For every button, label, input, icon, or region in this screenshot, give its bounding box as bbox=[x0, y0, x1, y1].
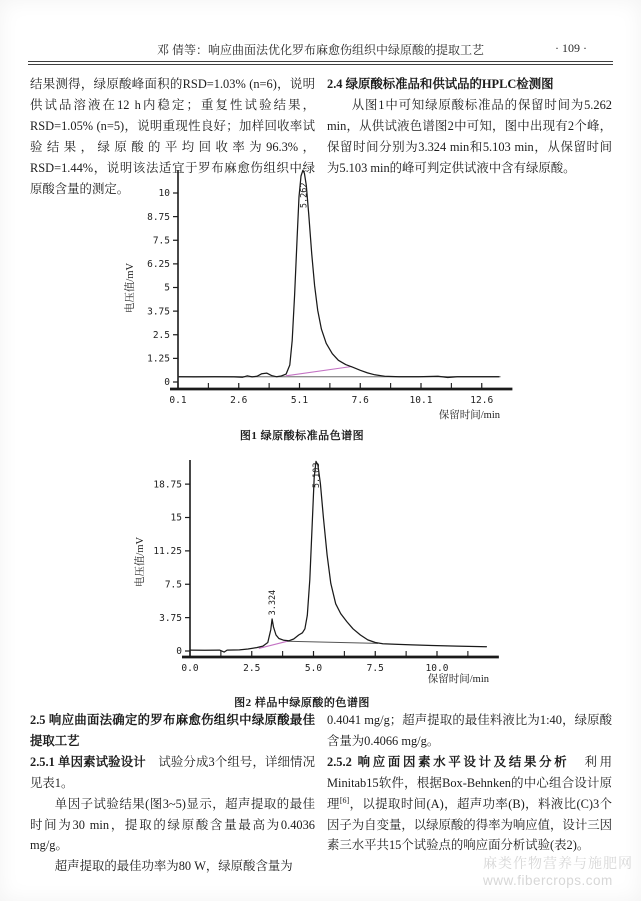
svg-text:5.103: 5.103 bbox=[312, 462, 323, 489]
figure-1-caption: 图1 绿原酸标准品色谱图 bbox=[239, 430, 365, 442]
paragraph-single-factor-power: 超声提取的最佳功率为80 W，绿原酸含量为 bbox=[54, 859, 293, 874]
svg-text:2.5: 2.5 bbox=[243, 663, 261, 674]
svg-text:保留时间/min: 保留时间/min bbox=[427, 674, 489, 685]
paragraph-hplc-results: 从图1中可知绿原酸标准品的保留时间为5.262 min，从供试液色谱图2中可知，图中出现有2个峰，保留时间分别为3.324 min和5.103 min，从保留时间为5.103 min的峰可判定供试液中含有绿原酸。 bbox=[327, 97, 612, 175]
figure-2-caption: 图2 样品中绿原酸的色谱图 bbox=[234, 697, 370, 709]
svg-text:7.6: 7.6 bbox=[351, 395, 369, 406]
running-head-title: 邓 倩等：响应曲面法优化罗布麻愈伤组织中绿原酸的提取工艺 bbox=[156, 43, 484, 57]
svg-text:电压值/mV: 电压值/mV bbox=[135, 536, 146, 588]
svg-text:8.75: 8.75 bbox=[147, 211, 170, 223]
chromatogram-figure-1 bbox=[85, 166, 519, 431]
svg-text:0.1: 0.1 bbox=[169, 395, 187, 406]
svg-text:1.25: 1.25 bbox=[147, 353, 170, 365]
svg-text:15: 15 bbox=[170, 512, 182, 524]
svg-text:0.0: 0.0 bbox=[181, 663, 199, 674]
section-heading-2-5-2: 2.5.2 响应面因素水平设计及结果分析 bbox=[327, 754, 570, 769]
chromatogram-figure-2 bbox=[85, 450, 519, 701]
svg-text:电压值/mV: 电压值/mV bbox=[125, 262, 136, 314]
svg-text:6.25: 6.25 bbox=[147, 259, 170, 271]
chromatogram-1-plot bbox=[85, 166, 519, 426]
svg-text:7.5: 7.5 bbox=[152, 235, 170, 247]
svg-text:3.324: 3.324 bbox=[268, 589, 279, 616]
svg-text:10: 10 bbox=[158, 188, 170, 200]
svg-text:18.75: 18.75 bbox=[153, 479, 182, 491]
section-heading-2-4: 2.4 绿原酸标准品和供试品的HPLC检测图 bbox=[327, 77, 554, 91]
paragraph-2-5-1-text: 试验分成3个组号，详细情况见表1。 bbox=[30, 754, 315, 790]
svg-text:10.1: 10.1 bbox=[409, 395, 433, 406]
page-number: · 109 · bbox=[555, 41, 587, 55]
chromatogram-2-plot bbox=[85, 450, 519, 696]
svg-text:10.0: 10.0 bbox=[425, 663, 449, 674]
svg-text:2.5: 2.5 bbox=[152, 329, 170, 341]
svg-text:3.75: 3.75 bbox=[147, 306, 170, 318]
svg-text:保留时间/min: 保留时间/min bbox=[438, 410, 500, 421]
paragraph-single-factor-time: 单因子试验结果(图3~5)显示，超声提取的最佳时间为30 min，提取的绿原酸含量最高为0.4036 mg/g。 bbox=[30, 796, 315, 853]
running-header bbox=[30, 41, 611, 57]
paragraph-2-5-1 bbox=[30, 752, 315, 794]
svg-text:7.5: 7.5 bbox=[164, 579, 182, 591]
section-heading-2-5: 2.5 响应曲面法确定的罗布麻愈伤组织中绿原酸最佳提取工艺 bbox=[30, 713, 315, 748]
bottom-left-column bbox=[30, 710, 315, 877]
paragraph-2-5-2 bbox=[327, 752, 612, 857]
reference-superscript: [6] bbox=[339, 795, 350, 805]
section-heading-2-5-1: 2.5.1 单因素试验设计 bbox=[30, 754, 146, 769]
svg-text:0: 0 bbox=[176, 646, 182, 658]
svg-text:7.5: 7.5 bbox=[366, 663, 384, 674]
bottom-right-column bbox=[327, 710, 612, 877]
paragraph-continuation: 0.4041 mg/g；超声提取的最佳料液比为1:40，绿原酸含量为0.4066 mg/g。 bbox=[327, 713, 612, 748]
watermark-site-name: 麻类作物营养与施肥网 bbox=[483, 855, 633, 871]
watermark bbox=[483, 855, 633, 889]
bottom-two-columns bbox=[30, 710, 612, 877]
header-rule bbox=[28, 61, 613, 65]
svg-text:5.1: 5.1 bbox=[290, 395, 309, 406]
watermark-site-url: www.fibercrops.com bbox=[483, 873, 613, 888]
svg-text:5.262: 5.262 bbox=[299, 182, 310, 209]
svg-text:5: 5 bbox=[164, 282, 170, 294]
svg-text:0: 0 bbox=[164, 377, 170, 389]
svg-text:11.25: 11.25 bbox=[153, 546, 182, 558]
paragraph-stability-results: 结果测得，绿原酸峰面积的RSD=1.03% (n=6)，说明供试品溶液在12 h内稳定；重复性试验结果，RSD=1.05% (n=5)，说明重现性良好；加样回收率试验结果，绿原酸的平均回收率为96.3%，RSD=1.44%，说明该法适宜于罗布麻愈伤组织中绿原酸含量的测定。 bbox=[30, 77, 315, 196]
svg-text:5.0: 5.0 bbox=[304, 663, 323, 674]
svg-text:3.75: 3.75 bbox=[159, 612, 182, 624]
paragraph-2-5-2-text-b: ，以提取时间(A)，超声功率(B)，料液比(C)3个因子为自变量，以绿原酸的得率为响应值，设计三因素三水平共15个试验点的响应面分析试验(表2)。 bbox=[327, 796, 612, 853]
svg-text:12.6: 12.6 bbox=[470, 395, 494, 406]
paragraph-2-5-2-text-a: 利用Minitab15软件，根据Box-Behnken的中心组合设计原理 bbox=[327, 754, 612, 811]
svg-text:2.6: 2.6 bbox=[230, 395, 248, 406]
